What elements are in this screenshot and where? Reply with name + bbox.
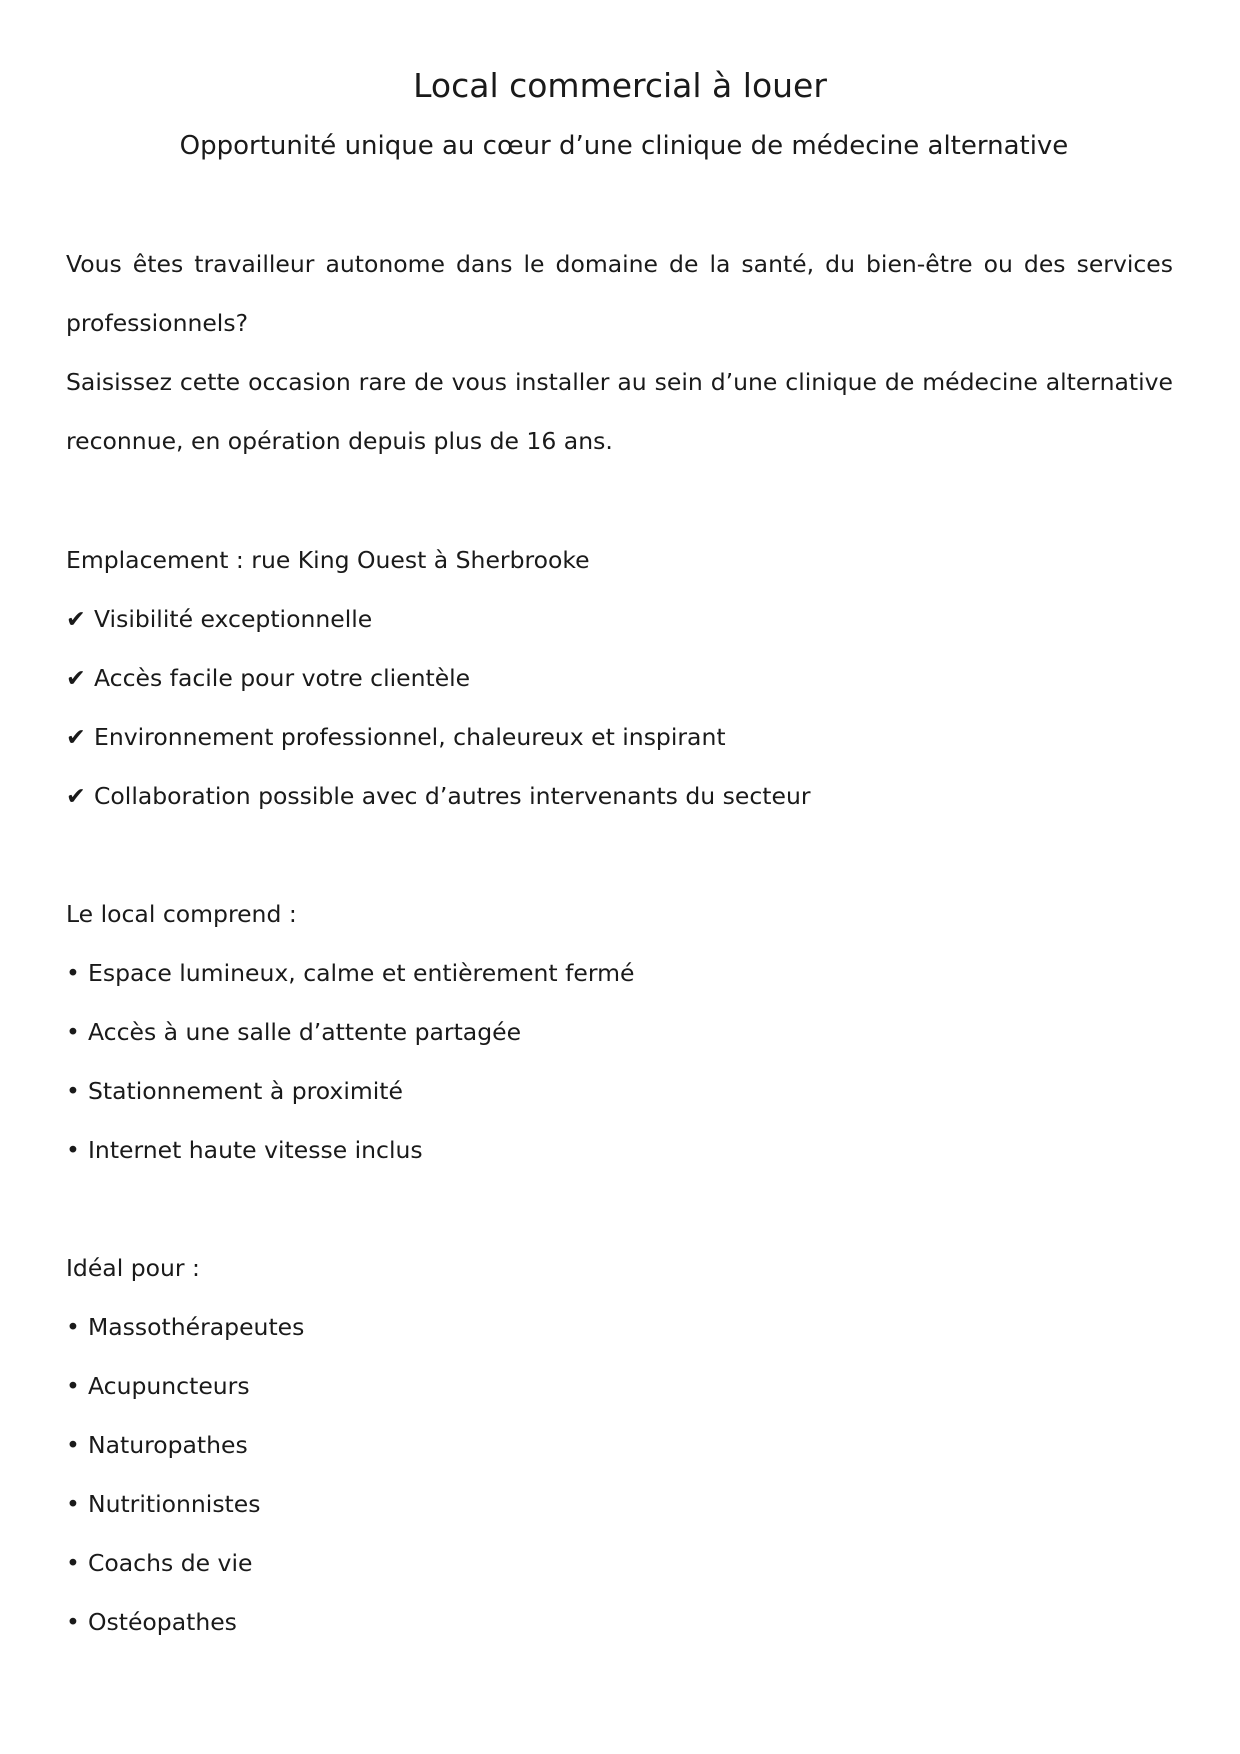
intro-paragraph-2: Saisissez cette occasion rare de vous installer au sein d’une clinique de médecine alternative reconnue, en opération depuis plus de 16 ans. bbox=[66, 368, 1173, 455]
list-item-text: Massothérapeutes bbox=[88, 1313, 305, 1341]
list-item-text: Collaboration possible avec d’autres intervenants du secteur bbox=[94, 782, 811, 810]
bullet-icon: • bbox=[66, 1490, 80, 1518]
includes-list bbox=[66, 944, 1173, 1180]
list-item-text: Visibilité exceptionnelle bbox=[94, 605, 373, 633]
ideal-heading: Idéal pour : bbox=[66, 1254, 200, 1282]
list-item-text: Coachs de vie bbox=[88, 1549, 253, 1577]
bullet-icon: • bbox=[66, 1136, 80, 1164]
intro-paragraph-1: Vous êtes travailleur autonome dans le domaine de la santé, du bien-être ou des services professionnels? bbox=[66, 250, 1173, 337]
list-item-text: Espace lumineux, calme et entièrement fermé bbox=[88, 959, 635, 987]
list-item-text: Nutritionnistes bbox=[88, 1490, 261, 1518]
list-item bbox=[66, 1416, 1173, 1475]
bullet-icon: • bbox=[66, 1313, 80, 1341]
list-item bbox=[66, 590, 1173, 649]
list-item-text: Naturopathes bbox=[88, 1431, 248, 1459]
list-item bbox=[66, 1593, 1173, 1652]
bullet-icon: • bbox=[66, 1431, 80, 1459]
checkmark-icon: ✔ bbox=[66, 605, 86, 633]
list-item bbox=[66, 1003, 1173, 1062]
list-item bbox=[66, 708, 1173, 767]
bullet-icon: • bbox=[66, 959, 80, 987]
bullet-icon: • bbox=[66, 1549, 80, 1577]
list-item-text: Accès à une salle d’attente partagée bbox=[88, 1018, 522, 1046]
list-item-text: Ostéopathes bbox=[88, 1608, 237, 1636]
list-item-text: Accès facile pour votre clientèle bbox=[94, 664, 471, 692]
document-subtitle: Opportunité unique au cœur d’une clinique de médecine alternative bbox=[179, 131, 1069, 161]
list-item-text: Environnement professionnel, chaleureux et inspirant bbox=[94, 723, 726, 751]
checkmark-icon: ✔ bbox=[66, 723, 86, 751]
intro-section bbox=[66, 235, 1173, 471]
list-item-text: Internet haute vitesse inclus bbox=[88, 1136, 423, 1164]
list-item bbox=[66, 1121, 1173, 1180]
list-item bbox=[66, 1357, 1173, 1416]
list-item bbox=[66, 1475, 1173, 1534]
list-item bbox=[66, 1534, 1173, 1593]
includes-section bbox=[66, 885, 1173, 1180]
list-item bbox=[66, 767, 1173, 826]
includes-heading: Le local comprend : bbox=[66, 900, 297, 928]
location-list bbox=[66, 590, 1173, 826]
list-item bbox=[66, 944, 1173, 1003]
list-item-text: Acupuncteurs bbox=[88, 1372, 250, 1400]
checkmark-icon: ✔ bbox=[66, 664, 86, 692]
bullet-icon: • bbox=[66, 1372, 80, 1400]
ideal-list bbox=[66, 1298, 1173, 1652]
checkmark-icon: ✔ bbox=[66, 782, 86, 810]
list-item bbox=[66, 1298, 1173, 1357]
bullet-icon: • bbox=[66, 1608, 80, 1636]
list-item bbox=[66, 1062, 1173, 1121]
list-item bbox=[66, 649, 1173, 708]
list-item-text: Stationnement à proximité bbox=[88, 1077, 403, 1105]
location-heading: Emplacement : rue King Ouest à Sherbrooke bbox=[66, 546, 590, 574]
ideal-section bbox=[66, 1239, 1173, 1652]
document-title: Local commercial à louer bbox=[413, 66, 827, 105]
bullet-icon: • bbox=[66, 1018, 80, 1046]
location-section bbox=[66, 531, 1173, 826]
bullet-icon: • bbox=[66, 1077, 80, 1105]
